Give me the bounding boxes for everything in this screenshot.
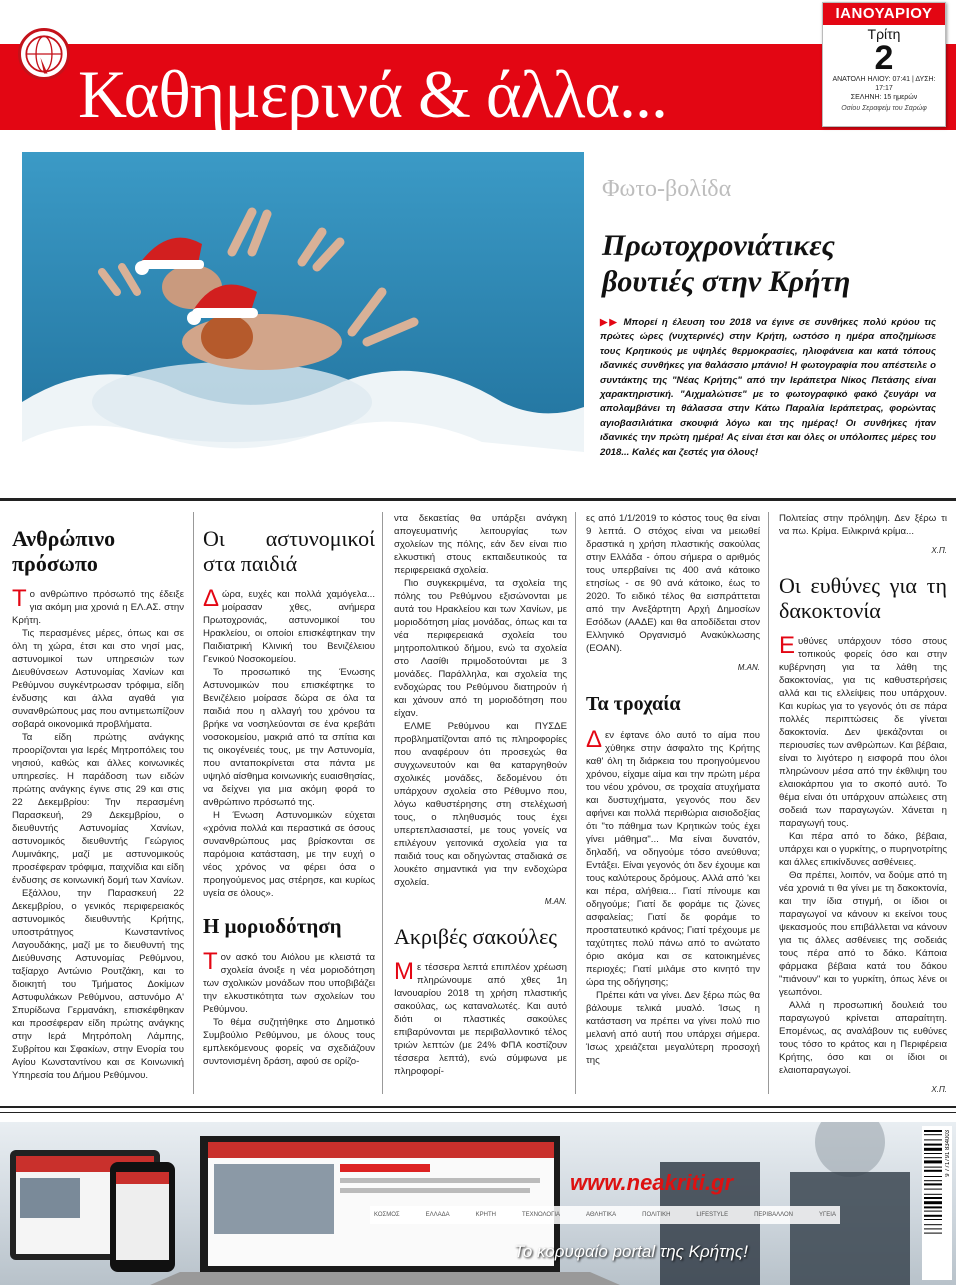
feature-lead bbox=[600, 316, 936, 460]
barcode-bar bbox=[924, 1130, 942, 1132]
article-title: Η μοριοδότηση bbox=[203, 914, 342, 938]
globe-logo-icon bbox=[18, 28, 70, 80]
barcode-number: 9 771791 834003 bbox=[945, 1130, 951, 1177]
barcode-bar bbox=[924, 1167, 942, 1168]
section-divider bbox=[0, 1106, 956, 1108]
date-month: ΙΑΝΟΥΑΡΙΟΥ bbox=[823, 3, 945, 25]
barcode-bar bbox=[924, 1134, 942, 1135]
barcode-bar bbox=[924, 1139, 942, 1140]
barcode-bar bbox=[924, 1180, 942, 1181]
paragraph: Αλλά η προσωπική δουλειά του παραγωγού κρίνεται απαραίτητη. Επομένως, ας αναλάβουν τις ευθύνες τους τόσο το κράτος και η Περιφέρεια Κρήτης, όσο και οι ίδιοι οι ελαιοπαραγωγοί. bbox=[779, 1000, 947, 1076]
column-rule bbox=[382, 512, 383, 1094]
signature: Μ.ΑΝ. bbox=[544, 897, 567, 906]
barcode-bar bbox=[924, 1206, 942, 1208]
article-title: Ανθρώπινο πρόσωπο bbox=[12, 526, 116, 576]
paragraph: Πιο συγκεκριμένα, τα σχολεία της πόλης του Ρεθύμνου εξισώνονται με αυτά του Ηρακλείου και των Χανίων, με μοριοδότηση μίας μονάδας, όπως και τα νέα περιφερειακά σχολεία του μητροπολιτικού δήμου, ενώ τα σχολεία στο Λασίθι πριμοδοτούνται με 3 μονάδες. Παράλληλα, και σχολεία της ενδοχώρας του Ρεθύμνου διατηρούν ή και χάνουν από τη μοριοδότηση που είχαν. bbox=[394, 578, 567, 719]
paragraph: Και πέρα από το δάκο, βέβαια, υπάρχει και ο γυρκίτης, ο πυρηνοτρίτης και άλλες επικίνδυνες ασθένειες. bbox=[779, 831, 947, 868]
banner-nav-item[interactable]: ΠΟΛΙΤΙΚΗ bbox=[642, 1212, 671, 1218]
banner-nav-item[interactable]: ΕΛΛΑΔΑ bbox=[425, 1212, 450, 1218]
paragraph: ον ασκό του Αιόλου με κλειστά τα σχολεία άνοιξε η νέα μοριοδότηση των σχολικών μονάδων που υποβιβάζει την ελκυστικότητα των σχολείων του Ρεθύμνου. bbox=[203, 952, 375, 1015]
banner-nav-item[interactable]: ΚΡΗΤΗ bbox=[475, 1212, 496, 1218]
paragraph: εν έφτανε όλο αυτό το αίμα που χύθηκε στην άσφαλτο της Κρήτης καθ' όλη τη διάρκεια του προηγούμενου χρόνου, είχαμε αίμα και την πρώτη μέρα του νέου χρόνου, σε τροχαία ατυχήματα και δυστυχήματα, γεγονός που δεν αφήνει και πολλά περιθώρια αισιοδοξίας ότι "το πάθημα των Κρητικών τούς έχει γίνει μάθημα"... Μα είναι δυνατόν, δηλαδή, να οδηγούμε τόσο ανεύθυνα; Εντάξει. Είναι γεγονός ότι δεν έχουμε και τους καλύτερους δρόμους. Αλλά από 'κει και πέρα, αλήθεια... Γιατί πίνουμε και οδηγούμε; Γιατί δε φοράμε τις ζώνες ασφαλείας; Γιατί δε φοράμε το προστατευτικό κράνος; Γιατί τρέχουμε με ταχύτητες πολύ πάνω από το ανώτατο όριο ακόμα και σε κατοικημένες περιοχές; Γιατί μιλάμε στο κινητό την ώρα της οδήγησης; bbox=[586, 730, 760, 988]
barcode-bar bbox=[924, 1197, 942, 1199]
barcode-bar bbox=[924, 1189, 942, 1190]
barcode-bar bbox=[924, 1219, 942, 1220]
barcode-bar bbox=[924, 1183, 942, 1185]
date-saints: Οσίου Σεραφείμ του Σαρώφ bbox=[841, 105, 927, 112]
article-sakoules-cont bbox=[586, 512, 760, 1067]
paragraph: Το θέμα συζητήθηκε στο Δημοτικό Συμβούλιο Ρεθύμνου, με όλους τους εμπλεκόμενους φορείς να σχεδιάζουν συντονισμένη δράση, αφού σε ορίζο- bbox=[203, 1017, 375, 1067]
paragraph: Θα πρέπει, λοιπόν, να δούμε από τη νέα χρονιά τι θα γίνει με τη δακοκτονία, και την ίδια στιγμή, οι ίδιοι οι παραγωγοί να κάνουν κι εκείνοι τους ψεκασμούς που επιβάλλεται να κάνουν για τις άλλες ασθένειες της σοδειάς τους πέρα από το δάκο. Κάποια φάρμακα βέβαια κατά του δάκου "πιάνουν" και το γυρκίτη, όπως λένε οι γεωπόνοι. bbox=[779, 870, 947, 998]
drop-cap: Δ bbox=[203, 585, 220, 612]
barcode-bar bbox=[924, 1228, 942, 1229]
barcode-bar bbox=[924, 1176, 942, 1177]
paragraph: ΕΛΜΕ Ρεθύμνου και ΠΥΣΔΕ προβληματίζονται από τις πληροφορίες που αναφέρουν ότι προσεχώς θα συγχωνευτούν και θα καταργηθούν σχολικές μονάδες, δεδομένου ότι υπάρχουν σχολεία στο Ρέθυμνο που, λόγω καθυστέρησης στη στελέχωσή τους, ο πληθυσμός τους έχει υπερτεπλασιαστεί, με τους γονείς να επιλέγουν γειτονικά σχολεία για τα παιδιά τους και οδηγώντας σταδιακά σε λουκέτο σημαντικά για την ενδοχώρα σχολεία. bbox=[394, 721, 567, 888]
paragraph: Πολιτείας στην πρόληψη. Δεν ξέρω τι να πω. Κρίμα. Ειλικρινά κρίμα... bbox=[779, 513, 947, 537]
barcode-bar bbox=[924, 1233, 942, 1234]
paragraph: ες από 1/1/2019 το κόστος τους θα είναι 9 λεπτά. Ο στόχος είναι να μειωθεί δραστικά η χρήση πλαστικής σακούλας στην Ελλάδα - όπου σήμερα ο αριθμός τους υπερβαίνει τις 400 ανά κάτοικο ετησίως - σε 90 ανά κάτοικο, έως το 2020. Το ειδικό τέλος θα εισπράττεται από την Ανεξάρτητη Αρχή Δημοσίων Εσόδων (ΑΑΔΕ) και θα αποδίδεται στον Ελληνικό Οργανισμό Ανακύκλωσης (ΕΟΑΝ). bbox=[586, 513, 760, 654]
barcode-bar bbox=[924, 1148, 942, 1151]
banner-nav-item[interactable]: ΥΓΕΙΑ bbox=[819, 1212, 836, 1218]
barcode-bar bbox=[924, 1153, 942, 1154]
column-rule bbox=[768, 512, 769, 1094]
article-dakoktonia bbox=[779, 512, 947, 1096]
section-label: Φωτο-βολίδα bbox=[602, 176, 732, 202]
article-title: Οι αστυνομικοί στα παιδιά bbox=[203, 526, 375, 576]
paragraph: ώρα, ευχές και πολλά χαμόγελα... μοίρασαν χθες, ανήμερα Πρωτοχρονιάς, αστυνομικοί του Ηρακλείου, οι οποίοι επισκέφτηκαν την Παιδιατρική Κλινική του Βενιζέλειου Γενικού Νοσοκομείου. bbox=[203, 589, 375, 665]
article-title: Τα τροχαία bbox=[586, 693, 681, 715]
arrow-bullet-icon: ▶▶ bbox=[600, 317, 619, 328]
drop-cap: Τ bbox=[203, 948, 218, 975]
date-day: 2 bbox=[874, 39, 894, 77]
date-sun-times: ΑΝΑΤΟΛΗ ΗΛΙΟΥ: 07:41 | ΔΥΣΗ: 17:17 bbox=[832, 76, 936, 92]
feature-lead-text: Μπορεί η έλευση του 2018 να έγινε σε συνθήκες πολύ κρύου τις πρώτες ώρες (νυχτερινές) στην Κρήτη, ωστόσο η ημέρα αποζημίωσε τους Κρητικούς με υψηλές θερμοκρασίες, ηλιοφάνεια και κατά τόπους ιδανικές συνθήκες για θαλάσσιο μπάνιο! Η φωτογραφία που απέστειλε ο συντάκτης της "Νέας Κρήτης" από την Ιεράπετρα Νίκος Πετάσης είναι χαρακτηριστική. "Αιχμαλώτισε" με το φωτογραφικό φακό ζευγάρι να απολαμβάνει τη θάλασσα στην Κάτω Παραλία Ιεράπετρας, φορώντας αγιοβασιλιάτικα σκουφιά λόγω και της ημέρας! Οι συνθήκες ήταν ιδανικές την πρώτη ημέρα! Ας είναι έτσι και όλες οι υπόλοιπες μέρες του 2018... Καλές και ζεστές για όλους! bbox=[600, 317, 936, 458]
date-box bbox=[822, 2, 946, 127]
barcode-bar bbox=[924, 1194, 942, 1195]
banner-nav-item[interactable]: ΤΕΧΝΟΛΟΓΙΑ bbox=[521, 1212, 561, 1218]
barcode-bar bbox=[924, 1157, 942, 1158]
feature-headline: Πρωτοχρονιάτικες βουτιές στην Κρήτη bbox=[602, 229, 851, 298]
barcode-bar bbox=[924, 1215, 942, 1217]
barcode-bar bbox=[924, 1211, 942, 1212]
drop-cap: Τ bbox=[12, 585, 27, 612]
section-divider bbox=[0, 498, 956, 501]
masthead-title: Καθημερινά & άλλα... bbox=[78, 56, 668, 132]
banner-url[interactable]: www.neakriti.gr bbox=[570, 1170, 734, 1195]
paragraph: ο ανθρώπινο πρόσωπό της έδειξε για ακόμη μια χρονιά η ΕΛ.ΑΣ. στην Κρήτη. bbox=[12, 589, 184, 626]
paragraph: ντα δεκαετίας θα υπάρξει ανάγκη απογευματινής λειτουργίας των σχολείων της πόλης, εάν δεν είναι πιο ελκυστική στους εκπαιδευτικούς τα περιφερειακά σχολεία. bbox=[394, 513, 567, 576]
column-rule bbox=[193, 512, 194, 1094]
barcode bbox=[922, 1126, 952, 1280]
article-anthropino bbox=[12, 526, 184, 1082]
date-weekday: Τρίτη bbox=[867, 26, 901, 42]
section-divider bbox=[0, 1112, 956, 1113]
banner-nav bbox=[370, 1208, 840, 1222]
signature: Μ.ΑΝ. bbox=[737, 663, 760, 672]
paragraph: Η Ένωση Αστυνομικών εύχεται «χρόνια πολλά και περαστικά σε όσους συνανθρώπους μας βρίσκονται σε παρόμοια κατάσταση, με την ευχή ο νέος χρόνος να φέρει όσα ο προηγούμενος μας στέρησε, και κυρίως υγεία σε όλους». bbox=[203, 810, 375, 899]
column-rule bbox=[575, 512, 576, 1094]
feature-photo bbox=[22, 152, 584, 484]
banner-nav-item[interactable]: ΑΘΛΗΤΙΚΑ bbox=[586, 1212, 617, 1218]
paragraph: υθύνες υπάρχουν τόσο στους τοπικούς φορείς όσο και στην κυβέρνηση για τα λάθη της δακοκτονίας, για τις καθυστερήσεις αλλά και τις ελλείψεις που υπάρχουν. Και κυρίως για το γεγονός ότι σε πάρα πολλές περιπτώσεις δε γίνεται δακοκτονία. Δεν ψεκάζονται οι περιουσίες των ανθρώπων. Και βέβαια, είναι το λιγότερο η εισφορά που όλοι πληρώνουν μέσα από την έκθλιψη του ελαιοκάρπου για το σκοπό αυτό. Το θέμα είναι ότι υπάρχουν απώλειες στη σοδειά των παραγωγών. Χάνεται η παραγωγή τους. bbox=[779, 636, 947, 829]
paragraph: ε τέσσερα λεπτά επιπλέον χρέωση πληρώνουμε από χθες 1η Ιανουαρίου 2018 τη χρήση πλαστικής σακούλας, ως καταναλωτές. Και αυτό διότι οι πλαστικές σακούλες επιβαρύνονται με περιβαλλοντικό τέλος τριών λεπτών (με 24% ΦΠΑ κοστίζουν τέσσερα λεπτά), ενώ σύμφωνα με πληροφορί- bbox=[394, 962, 567, 1077]
date-moon: ΣΕΛΗΝΗ: 15 ημερών bbox=[850, 94, 918, 101]
article-moriodotisi-cont bbox=[394, 512, 567, 1078]
paragraph: Τα είδη πρώτης ανάγκης προορίζονται για Ιερές Μητροπόλεις του νησιού, καθώς και άλλες κοινωνικές υπηρεσίες. Η παράδοση των ειδών πρώτης ανάγκης έγινε στις 29 και στις 22 Δεκεμβρίου: Την περασμένη Παρασκευή, 29 Δεκεμβρίου, ο διευθυντής Αστυνομίας Χανίων, αστυνομικός διευθυντής Γεώργιος Λυμινάκης, μαζί με αστυνομικούς προσέφεραν τρόφιμα, παιχνίδια και είδη ένδυσης σε κοινωνική δομή των Χανίων. bbox=[12, 732, 184, 886]
banner-nav-item[interactable]: LIFESTYLE bbox=[696, 1212, 729, 1218]
drop-cap: Ε bbox=[779, 632, 796, 659]
banner-slogan: Το κορυφαίο portal της Κρήτης! bbox=[514, 1242, 748, 1261]
banner-nav-item[interactable]: ΠΕΡΙΒΑΛΛΟΝ bbox=[754, 1212, 793, 1218]
advertisement-banner[interactable] bbox=[0, 1122, 956, 1285]
banner-nav-item[interactable]: ΚΟΣΜΟΣ bbox=[374, 1212, 400, 1218]
barcode-bar bbox=[924, 1224, 942, 1225]
drop-cap: Μ bbox=[394, 958, 414, 985]
article-astynomikoi bbox=[203, 526, 375, 1068]
barcode-bar bbox=[924, 1160, 942, 1163]
barcode-bar bbox=[924, 1170, 942, 1172]
barcode-bar bbox=[924, 1201, 942, 1204]
paragraph: Πρέπει κάτι να γίνει. Δεν ξέρω πώς θα βάλουμε τελικά μυαλό. Ίσως η κατάσταση να πρέπει να γίνει πολύ πιο μελανή από αυτή που υπάρχει σήμερα. Ίσως χρειάζεται μεγαλύτερη προσοχή της bbox=[586, 990, 760, 1066]
signature: Χ.Π. bbox=[931, 546, 947, 555]
paragraph: Τις περασμένες μέρες, όπως και σε όλη τη χώρα, έτσι και στο νησί μας, αστυνομικοί των υπηρεσιών των Διευθύνσεων Αστυνομίας Χανίων και Ρεθύμνου συγκέντρωσαν τρόφιμα, είδη ένδυσης και άλλα αγαθά για συνανθρώπους μας που αντιμετωπίζουν σοβαρά οικονομικά προβλήματα. bbox=[12, 628, 184, 730]
drop-cap: Δ bbox=[586, 726, 603, 753]
paragraph: Το προσωπικό της Ένωσης Αστυνομικών που επισκέφτηκε το Βενιζέλειο μοίρασε δώρα σε όλα τα παιδιά που η αλλαγή του χρόνου τα βρήκε να νοσηλεύονται σε ένα κρεβάτι νοσοκομείου, μακριά από τα σπίτια και τις οικογένειές τους, με την Αστυνομία, που ανταποκρίνεται στα πάντα με υψηλό αίσθημα κοινωνικής ευαισθησίας, να δείχνει για μια ακόμη φορά το ανθρώπινο πρόσωπό της. bbox=[203, 667, 375, 808]
signature: Χ.Π. bbox=[931, 1085, 947, 1094]
paragraph: Εξάλλου, την Παρασκευή 22 Δεκεμβρίου, ο γενικός περιφερειακός αστυνομικός διευθυντής Κρήτης, υποστράτηγος Κωνσταντίνος Λαγουδάκης, μαζί με το διευθυντή της Διεύθυνσης Αστυνομίας Ρεθύμνου, ταξίαρχο Αντώνιο Ρουτζάκη, και το διοικητή του Τμήματος Δοκίμων Αστυφυλάκων Ρεθύμνου, αστυνόμο Α' Σπυρίδωνα Γερμανάκη, επισκέφθηκαν και προσέφεραν είδη πρώτης ανάγκης στην Ιερά Μητρόπολη Λάμπης, Συβρίτου και Σφακίων, στην Ενορία του Αγίου Κωνσταντίνου και σε Κοινωνική Υπηρεσία του Δήμου Ρεθύμνου. bbox=[12, 888, 184, 1081]
article-title: Οι ευθύνες για τη δακοκτονία bbox=[779, 573, 947, 623]
barcode-bar bbox=[924, 1144, 942, 1146]
article-title: Ακριβές σακούλες bbox=[394, 924, 558, 949]
